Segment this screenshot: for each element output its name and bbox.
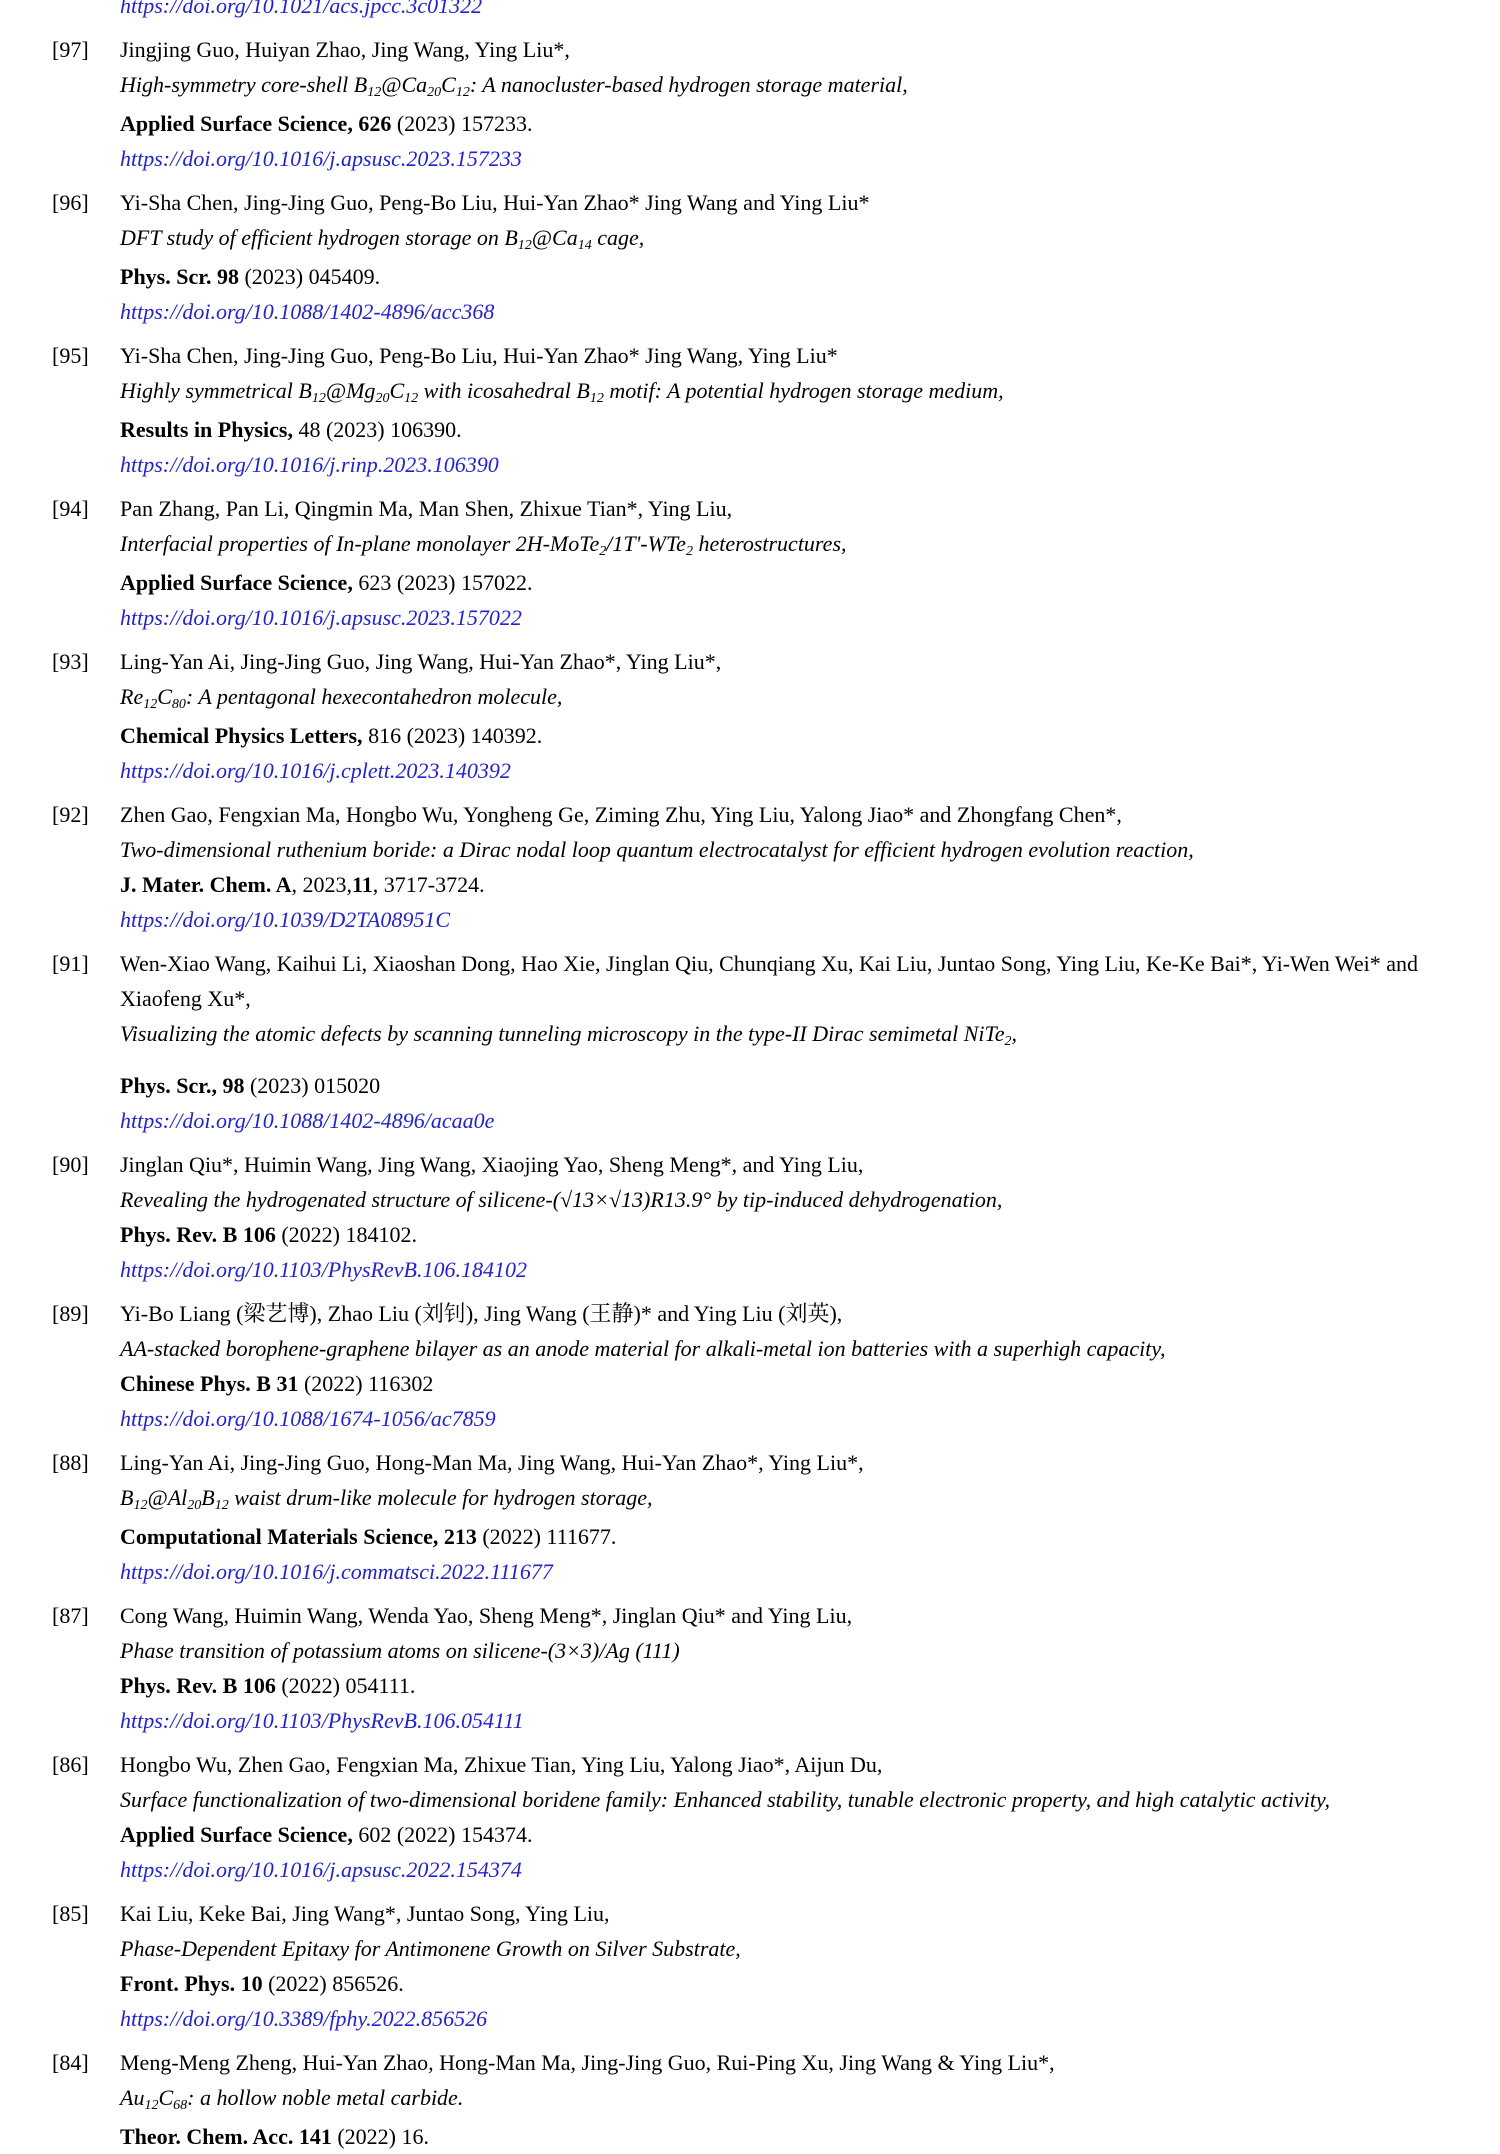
doi-line <box>120 1852 1500 1887</box>
text-segment: Revealing the hydrogenated structure of silicene-(√13×√13)R13.9° by tip-induced dehydrogenation, <box>120 1187 1003 1212</box>
journal-line <box>120 1068 1500 1103</box>
reference-entry <box>52 946 1500 1138</box>
reference-content <box>120 2045 1500 2154</box>
text-segment: 20 <box>187 1498 202 1513</box>
doi-link[interactable]: https://doi.org/10.1016/j.apsusc.2022.154374 <box>120 1857 522 1882</box>
text-segment: Applied Surface Science, 626 <box>120 111 392 136</box>
reference-number: [92] <box>52 802 89 827</box>
text-segment: Chemical Physics Letters, <box>120 723 363 748</box>
reference-number: [87] <box>52 1603 89 1628</box>
reference-list <box>52 32 1500 2154</box>
text-segment: (2022) 116302 <box>298 1371 434 1396</box>
reference-entry <box>52 644 1500 788</box>
text-segment: @Mg <box>325 378 376 403</box>
authors-line <box>120 1296 1500 1331</box>
text-segment: Ling-Yan Ai, Jing-Jing Guo, Jing Wang, Hui-Yan Zhao*, Ying Liu*, <box>120 649 722 674</box>
journal-line <box>120 1668 1500 1703</box>
text-segment: Surface functionalization of two-dimensional boridene family: Enhanced stability, tunable electronic property, and high catalytic activity, <box>120 1787 1330 1812</box>
text-segment: Phys. Scr. 98 <box>120 264 239 289</box>
text-segment: J. Mater. Chem. A <box>120 872 292 897</box>
text-segment: with icosahedral B <box>418 378 590 403</box>
text-segment: (2023) 045409. <box>238 264 381 289</box>
text-segment: High-symmetry core-shell B <box>120 72 368 97</box>
title-line <box>120 1633 1500 1668</box>
text-segment: 12 <box>133 1498 148 1513</box>
authors-line <box>120 2045 1500 2080</box>
doi-line <box>120 1103 1500 1138</box>
text-segment: Meng-Meng Zheng, Hui-Yan Zhao, Hong-Man Ma, Jing-Jing Guo, Rui-Ping Xu, Jing Wang & Ying Liu*, <box>120 2050 1055 2075</box>
title-line <box>120 526 1500 565</box>
text-segment: 2 <box>1004 1034 1012 1049</box>
text-segment: 12 <box>311 391 326 406</box>
reference-number: [90] <box>52 1152 89 1177</box>
reference-entry <box>52 1747 1500 1887</box>
title-line <box>120 679 1500 718</box>
reference-content <box>120 797 1500 937</box>
text-segment: Theor. Chem. Acc. 141 <box>120 2124 332 2149</box>
reference-content <box>120 1896 1500 2036</box>
text-segment: (2022) 184102. <box>275 1222 418 1247</box>
text-segment: , <box>1011 1021 1018 1046</box>
text-segment: Cong Wang, Huimin Wang, Wenda Yao, Sheng Meng*, Jinglan Qiu* and Ying Liu, <box>120 1603 853 1628</box>
authors-line <box>120 185 1500 220</box>
text-segment: Visualizing the atomic defects by scanning tunneling microscopy in the type-II Dirac semimetal NiTe <box>120 1021 1005 1046</box>
text-segment: : A pentagonal hexecontahedron molecule, <box>185 684 563 709</box>
doi-line <box>120 1703 1500 1738</box>
text-segment: Jingjing Guo, Huiyan Zhao, Jing Wang, Ying Liu*, <box>120 37 570 62</box>
doi-link[interactable]: https://doi.org/10.1103/PhysRevB.106.054111 <box>120 1708 524 1733</box>
text-segment: Phys. Rev. B 106 <box>120 1222 276 1247</box>
title-line <box>120 220 1500 259</box>
doi-line <box>120 447 1500 482</box>
text-segment: (2022) 111677. <box>476 1524 617 1549</box>
text-segment: motif: A potential hydrogen storage medium, <box>603 378 1004 403</box>
authors-line <box>120 491 1500 526</box>
text-segment: Zhen Gao, Fengxian Ma, Hongbo Wu, Yongheng Ge, Ziming Zhu, Ying Liu, Yalong Jiao* and Zhongfang Chen*, <box>120 802 1122 827</box>
title-line <box>120 2080 1500 2119</box>
reference-number: [93] <box>52 649 89 674</box>
text-segment: Applied Surface Science, <box>120 570 353 595</box>
text-segment: (2022) 16. <box>331 2124 429 2149</box>
text-segment: Interfacial properties of In-plane monolayer 2H-MoTe <box>120 531 600 556</box>
reference-number: [88] <box>52 1450 89 1475</box>
text-segment: : A nanocluster-based hydrogen storage material, <box>469 72 908 97</box>
title-line <box>120 1480 1500 1519</box>
doi-link[interactable]: https://doi.org/10.1016/j.apsusc.2023.157233 <box>120 146 522 171</box>
reference-content <box>120 1598 1500 1738</box>
reference-content <box>120 1296 1500 1436</box>
text-segment: C <box>441 72 456 97</box>
journal-line <box>120 867 1500 902</box>
authors-line <box>120 946 1500 1016</box>
reference-entry <box>52 1896 1500 2036</box>
text-segment: Kai Liu, Keke Bai, Jing Wang*, Juntao Song, Ying Liu, <box>120 1901 610 1926</box>
text-segment: 12 <box>404 391 419 406</box>
text-segment: C <box>157 684 172 709</box>
reference-content <box>120 338 1500 482</box>
reference-content <box>120 644 1500 788</box>
reference-entry <box>52 338 1500 482</box>
journal-line <box>120 1519 1500 1554</box>
reference-entry <box>52 2045 1500 2154</box>
authors-line <box>120 1147 1500 1182</box>
text-segment: 12 <box>214 1498 229 1513</box>
authors-line <box>120 1896 1500 1931</box>
text-segment: Phase-Dependent Epitaxy for Antimonene Growth on Silver Substrate, <box>120 1936 741 1961</box>
journal-line <box>120 1966 1500 2001</box>
journal-line <box>120 106 1500 141</box>
title-line <box>120 1782 1500 1817</box>
journal-line <box>120 565 1500 600</box>
text-segment: , 2023, <box>291 872 352 897</box>
text-segment: @Ca <box>381 72 428 97</box>
text-segment: 80 <box>171 697 186 712</box>
doi-line <box>120 294 1500 329</box>
doi-line <box>120 902 1500 937</box>
reference-entry <box>52 491 1500 635</box>
doi-link[interactable]: https://doi.org/10.1021/acs.jpcc.3c01322 <box>120 0 483 18</box>
text-segment: @Ca <box>531 225 578 250</box>
text-segment: 816 (2023) 140392. <box>362 723 543 748</box>
reference-content <box>120 32 1500 176</box>
doi-link[interactable]: https://doi.org/10.1016/j.rinp.2023.106390 <box>120 452 499 477</box>
journal-line <box>120 1366 1500 1401</box>
text-segment: : a hollow noble metal carbide. <box>187 2085 464 2110</box>
reference-entry <box>52 1598 1500 1738</box>
reference-entry <box>52 1147 1500 1287</box>
text-segment: 12 <box>517 238 532 253</box>
title-line <box>120 1931 1500 1966</box>
doi-link[interactable]: https://doi.org/10.1088/1402-4896/acc368 <box>120 299 495 324</box>
title-line <box>120 67 1500 106</box>
reference-entry <box>52 1445 1500 1589</box>
doi-line <box>120 0 1500 23</box>
doi-line <box>120 1252 1500 1287</box>
text-segment: Yi-Sha Chen, Jing-Jing Guo, Peng-Bo Liu, Hui-Yan Zhao* Jing Wang and Ying Liu* <box>120 190 870 215</box>
doi-link[interactable]: https://doi.org/10.1016/j.cplett.2023.140392 <box>120 758 511 783</box>
text-segment: Highly symmetrical B <box>120 378 312 403</box>
reference-content <box>120 1747 1500 1887</box>
text-segment: 2 <box>599 544 607 559</box>
reference-entry-partial <box>52 0 1500 23</box>
reference-number: [94] <box>52 496 89 521</box>
authors-line <box>120 1445 1500 1480</box>
reference-content <box>120 0 1500 23</box>
journal-line <box>120 718 1500 753</box>
authors-line <box>120 32 1500 67</box>
reference-content <box>120 1147 1500 1287</box>
reference-number: [89] <box>52 1301 89 1326</box>
text-segment: Phys. Rev. B 106 <box>120 1673 276 1698</box>
text-segment: 14 <box>577 238 592 253</box>
doi-link[interactable]: https://doi.org/10.1088/1674-1056/ac7859 <box>120 1406 496 1431</box>
text-segment: Pan Zhang, Pan Li, Qingmin Ma, Man Shen, Zhixue Tian*, Ying Liu, <box>120 496 733 521</box>
reference-entry <box>52 797 1500 937</box>
reference-content <box>120 1445 1500 1589</box>
text-segment: Front. Phys. 10 <box>120 1971 263 1996</box>
text-segment: Two-dimensional ruthenium boride: a Dirac nodal loop quantum electrocatalyst for efficient hydrogen evolution reaction, <box>120 837 1194 862</box>
text-segment: 602 (2022) 154374. <box>352 1822 533 1847</box>
text-segment: 48 (2023) 106390. <box>292 417 462 442</box>
doi-line <box>120 1554 1500 1589</box>
text-segment: (2022) 856526. <box>262 1971 404 1996</box>
journal-line <box>120 412 1500 447</box>
reference-number: [84] <box>52 2050 89 2075</box>
text-segment: Wen-Xiao Wang, Kaihui Li, Xiaoshan Dong, Hao Xie, Jinglan Qiu, Chunqiang Xu, Kai Liu, Juntao Song, Ying Liu, Ke-Ke Bai*, Yi-Wen Wei* and Xiaofeng Xu*, <box>120 951 1419 1011</box>
text-segment: cage, <box>591 225 645 250</box>
doi-line <box>120 141 1500 176</box>
doi-link[interactable]: https://doi.org/10.1016/j.commatsci.2022.111677 <box>120 1559 553 1584</box>
reference-number: [97] <box>52 37 89 62</box>
reference-number: [95] <box>52 343 89 368</box>
text-segment: (2022) 054111. <box>275 1673 416 1698</box>
text-segment: 12 <box>455 85 470 100</box>
text-segment: 2 <box>685 544 693 559</box>
text-segment: Au <box>120 2085 145 2110</box>
text-segment: 11 <box>352 872 373 897</box>
text-segment: B <box>201 1485 215 1510</box>
title-line <box>120 373 1500 412</box>
text-segment: B <box>120 1485 134 1510</box>
text-segment: Results in Physics, <box>120 417 293 442</box>
text-segment: Hongbo Wu, Zhen Gao, Fengxian Ma, Zhixue Tian, Ying Liu, Yalong Jiao*, Aijun Du, <box>120 1752 883 1777</box>
journal-line <box>120 259 1500 294</box>
text-segment: Yi-Bo Liang (梁艺博), Zhao Liu (刘钊), Jing Wang (王静)* and Ying Liu (刘英), <box>120 1301 843 1326</box>
text-segment: Chinese Phys. B 31 <box>120 1371 299 1396</box>
reference-entry <box>52 1296 1500 1436</box>
text-segment: 12 <box>589 391 604 406</box>
text-segment: 12 <box>367 85 382 100</box>
authors-line <box>120 797 1500 832</box>
text-segment: waist drum-like molecule for hydrogen storage, <box>228 1485 653 1510</box>
text-segment: AA-stacked borophene-graphene bilayer as an anode material for alkali-metal ion batteries with a superhigh capacity, <box>120 1336 1166 1361</box>
reference-number: [91] <box>52 951 89 976</box>
text-segment: Ling-Yan Ai, Jing-Jing Guo, Hong-Man Ma, Jing Wang, Hui-Yan Zhao*, Ying Liu*, <box>120 1450 864 1475</box>
doi-link[interactable]: https://doi.org/10.1039/D2TA08951C <box>120 907 451 932</box>
authors-line <box>120 1598 1500 1633</box>
authors-line <box>120 644 1500 679</box>
text-segment: Applied Surface Science, <box>120 1822 353 1847</box>
text-segment: Computational Materials Science, 213 <box>120 1524 477 1549</box>
text-segment: DFT study of efficient hydrogen storage on B <box>120 225 518 250</box>
reference-number <box>52 0 120 23</box>
authors-line <box>120 338 1500 373</box>
doi-link[interactable]: https://doi.org/10.1016/j.apsusc.2023.157022 <box>120 605 522 630</box>
reference-content <box>120 491 1500 635</box>
text-segment: C <box>389 378 405 403</box>
reference-number: [85] <box>52 1901 89 1926</box>
title-line <box>120 1331 1500 1366</box>
title-line <box>120 832 1500 867</box>
text-segment: C <box>158 2085 174 2110</box>
doi-link[interactable]: https://doi.org/10.1088/1402-4896/acaa0e <box>120 1108 495 1133</box>
text-segment: Yi-Sha Chen, Jing-Jing Guo, Peng-Bo Liu, Hui-Yan Zhao* Jing Wang, Ying Liu* <box>120 343 838 368</box>
reference-entry <box>52 32 1500 176</box>
text-segment: /1T'-WTe <box>606 531 686 556</box>
text-segment: Re <box>120 684 144 709</box>
reference-content <box>120 946 1500 1138</box>
reference-content <box>120 185 1500 329</box>
text-segment: (2023) 157233. <box>391 111 533 136</box>
journal-line <box>120 1817 1500 1852</box>
text-segment: heterostructures, <box>692 531 847 556</box>
doi-link[interactable]: https://doi.org/10.3389/fphy.2022.856526 <box>120 2006 488 2031</box>
text-segment: 68 <box>173 2098 188 2113</box>
title-line <box>120 1016 1500 1055</box>
doi-line <box>120 753 1500 788</box>
title-line <box>120 1182 1500 1217</box>
text-segment: , 3717-3724. <box>372 872 485 897</box>
doi-line <box>120 2001 1500 2036</box>
text-segment: Phase transition of potassium atoms on silicene-(3×3)/Ag (111) <box>120 1638 680 1663</box>
reference-number: [96] <box>52 190 89 215</box>
doi-line <box>120 1401 1500 1436</box>
journal-line <box>120 2119 1500 2154</box>
text-segment: 20 <box>375 391 390 406</box>
text-segment: (2023) 015020 <box>244 1073 381 1098</box>
reference-entry <box>52 185 1500 329</box>
reference-number: [86] <box>52 1752 89 1777</box>
text-segment: Jinglan Qiu*, Huimin Wang, Jing Wang, Xiaojing Yao, Sheng Meng*, and Ying Liu, <box>120 1152 864 1177</box>
text-segment: 12 <box>144 2098 159 2113</box>
text-segment: @Al <box>147 1485 188 1510</box>
journal-line <box>120 1217 1500 1252</box>
text-segment: Phys. Scr., 98 <box>120 1073 245 1098</box>
text-segment: 623 (2023) 157022. <box>352 570 533 595</box>
text-segment: 12 <box>143 697 158 712</box>
doi-line <box>120 600 1500 635</box>
text-segment: 20 <box>427 85 442 100</box>
doi-link[interactable]: https://doi.org/10.1103/PhysRevB.106.184102 <box>120 1257 527 1282</box>
authors-line <box>120 1747 1500 1782</box>
